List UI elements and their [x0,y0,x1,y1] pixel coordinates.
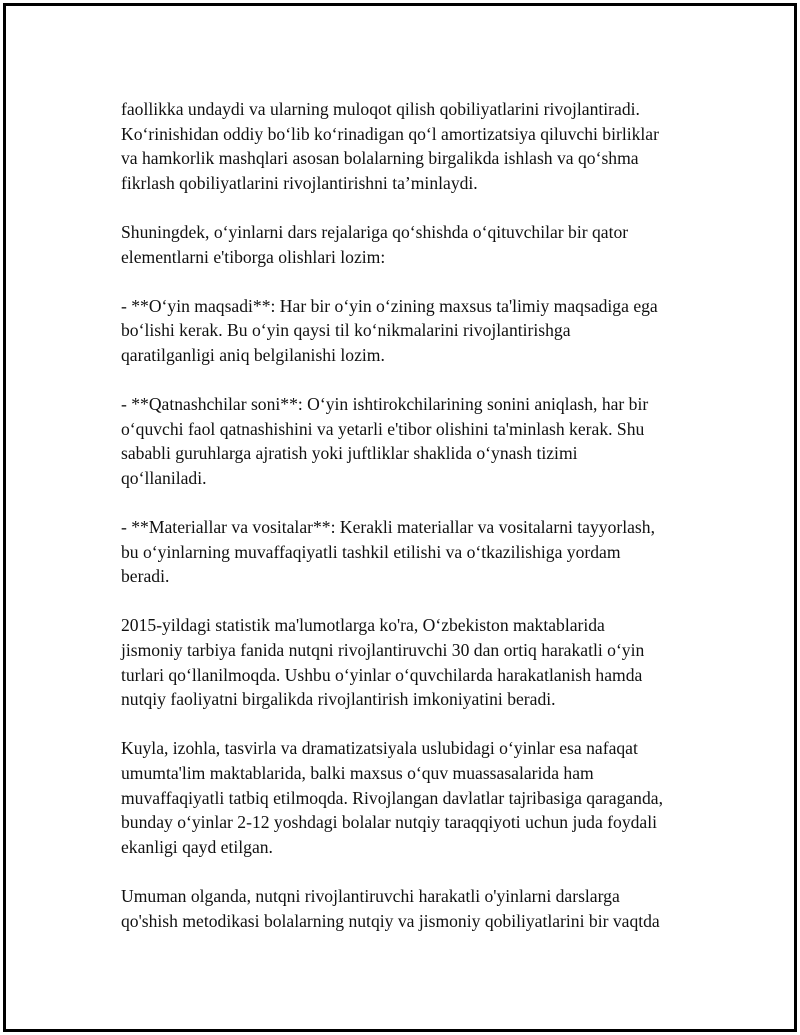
text-line: - **Qatnashchilar soni**: O‘yin ishtirokchilarining sonini aniqlash, har bir [121,394,649,415]
text-line: o‘quvchi faol qatnashishini va yetarli e'tibor olishini ta'minlash kerak. Shu [121,418,645,439]
text-line: beradi. [121,566,170,587]
page-frame [3,3,797,1032]
paragraph [121,97,701,195]
text-line: - **O‘yin maqsadi**: Har bir o‘yin o‘zining maxsus ta'limiy maqsadiga ega [121,295,658,316]
text-line: bu o‘yinlarning muvaffaqiyatli tashkil etilishi va o‘tkazilishiga yordam [121,541,621,562]
text-line: faollikka undaydi va ularning muloqot qilish qobiliyatlarini rivojlantiradi. [121,99,640,119]
text-line: qaratilganligi aniq belgilanishi lozim. [121,344,385,365]
text-line: - **Materiallar va vositalar**: Kerakli materiallar va vositalarni tayyorlash, [121,517,655,538]
text-line: Umuman olganda, nutqni rivojlantiruvchi harakatli o'yinlarni darslarga [121,886,620,906]
text-line: muvaffaqiyatli tatbiq etilmoqda. Rivojlangan davlatlar tajribasiga qaraganda, [121,787,663,808]
list-item-paragraph [121,515,701,589]
paragraph [121,613,701,711]
text-line: jismoniy tarbiya fanida nutqni rivojlantiruvchi 30 dan ortiq harakatli o‘yin [121,640,645,661]
text-line: qo'shish metodikasi bolalarning nutqiy va jismoniy qobiliyatlarini bir vaqtda [121,910,660,931]
text-line: elementlarni e'tiborga olishlari lozim: [121,246,386,267]
text-line: va hamkorlik mashqlari asosan bolalarning birgalikda ishlash va qo‘shma [121,148,639,169]
text-line: turlari qo‘llanilmoqda. Ushbu o‘yinlar o‘quvchilarda harakatlanish hamda [121,664,643,685]
paragraph [121,884,701,933]
text-line: fikrlash qobiliyatlarini rivojlantirishni ta’minlaydi. [121,172,478,193]
text-line: Shuningdek, o‘yinlarni dars rejalariga qo‘shishda o‘qituvchilar bir qator [121,221,629,242]
text-line: nutqiy faoliyatni birgalikda rivojlantirish imkoniyatini beradi. [121,689,556,710]
text-line: bunday o‘yinlar 2-12 yoshdagi bolalar nutqiy taraqqiyoti uchun juda foydali [121,812,657,833]
text-line: Kuyla, izohla, tasvirla va dramatizatsiyala uslubidagi o‘yinlar esa nafaqat [121,738,638,759]
text-line: bo‘lishi kerak. Bu o‘yin qaysi til ko‘nikmalarini rivojlantirishga [121,320,571,341]
list-item-paragraph [121,294,701,368]
text-line: sababli guruhlarga ajratish yoki juftliklar shaklida o‘ynash tizimi [121,443,578,464]
text-line: umumta'lim maktablarida, balki maxsus o‘quv muassasalarida ham [121,763,594,784]
paragraph [121,736,701,859]
list-item-paragraph [121,392,701,490]
text-line: 2015-yildagi statistik ma'lumotlarga ko'ra, O‘zbekiston maktablarida [121,615,605,636]
text-line: qo‘llaniladi. [121,467,207,488]
page-content [121,97,701,958]
text-line: Ko‘rinishidan oddiy bo‘lib ko‘rinadigan qo‘l amortizatsiya qiluvchi birliklar [121,123,659,144]
text-line: ekanligi qayd etilgan. [121,836,273,857]
paragraph [121,220,701,269]
